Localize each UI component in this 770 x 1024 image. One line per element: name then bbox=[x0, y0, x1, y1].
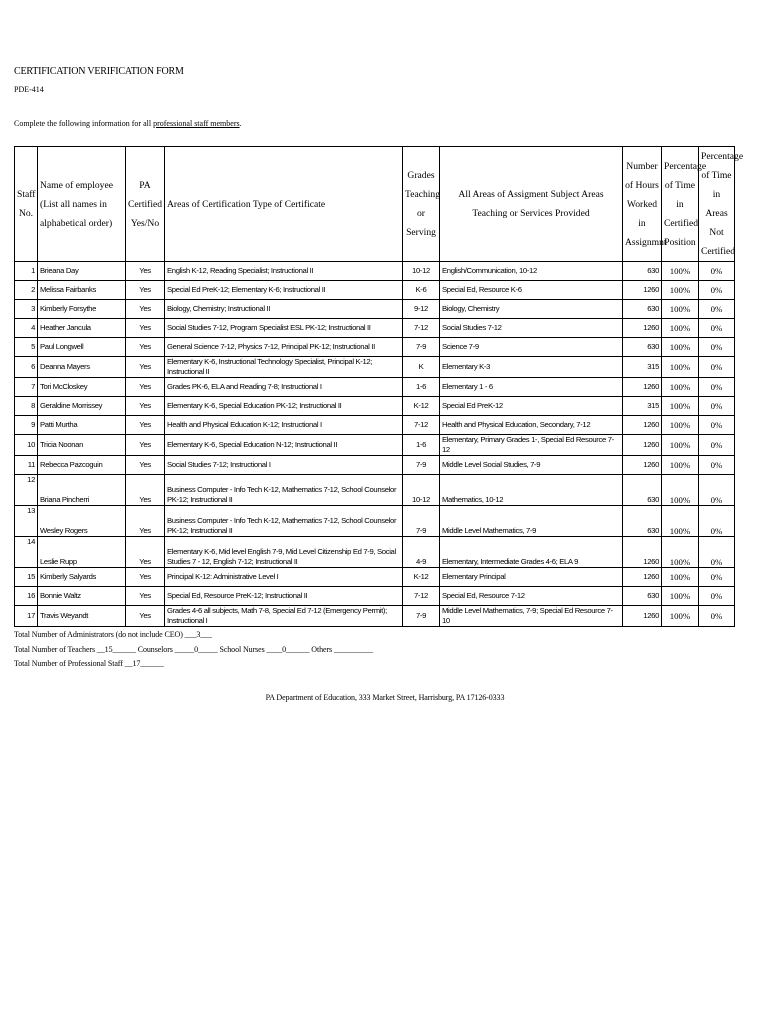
employee-name-cell: Paul Longwell bbox=[38, 338, 126, 357]
pct-not-certified-cell: 0% bbox=[699, 378, 735, 397]
employee-name-cell: Heather Jancula bbox=[38, 319, 126, 338]
certification-areas-cell: Grades 4-6 all subjects, Math 7-8, Special Ed 7-12 (Emergency Permit); Instructional I bbox=[165, 606, 403, 627]
pct-not-certified-cell: 0% bbox=[699, 416, 735, 435]
pa-certified-cell: Yes bbox=[126, 378, 165, 397]
header-subjects: All Areas of Assigment Subject Areas Teaching or Services Provided bbox=[440, 147, 623, 262]
pct-not-certified-cell: 0% bbox=[699, 262, 735, 281]
employee-name-cell: Kimberly Forsythe bbox=[38, 300, 126, 319]
certification-areas-cell: General Science 7-12, Physics 7-12, Principal PK-12; Instructional II bbox=[165, 338, 403, 357]
grades-cell: 9-12 bbox=[403, 300, 440, 319]
certification-areas-cell: Elementary K-6, Mid level English 7-9, Mid Level Citizenship Ed 7-9, Social Studies 7 - 12, English 7-12; Instructional II bbox=[165, 537, 403, 568]
grades-cell: 7-12 bbox=[403, 587, 440, 606]
hours-worked-cell: 1260 bbox=[623, 435, 662, 456]
grades-cell: 7-12 bbox=[403, 319, 440, 338]
table-row bbox=[15, 378, 735, 397]
hours-worked-cell: 1260 bbox=[623, 537, 662, 568]
assignment-subjects-cell: Elementary, Primary Grades 1-, Special Ed Resource 7-12 bbox=[440, 435, 623, 456]
staff-number-cell: 6 bbox=[15, 357, 38, 378]
table-row bbox=[15, 397, 735, 416]
staff-number-cell: 11 bbox=[15, 456, 38, 475]
instruction-underlined: professional staff members bbox=[153, 119, 240, 128]
grades-cell: 7-9 bbox=[403, 606, 440, 627]
pct-certified-cell: 100% bbox=[662, 606, 699, 627]
certification-areas-cell: Biology, Chemistry; Instructional II bbox=[165, 300, 403, 319]
staff-number-cell: 2 bbox=[15, 281, 38, 300]
pa-certified-cell: Yes bbox=[126, 587, 165, 606]
certification-areas-cell: Health and Physical Education K-12; Instructional I bbox=[165, 416, 403, 435]
hours-worked-cell: 630 bbox=[623, 475, 662, 506]
table-row bbox=[15, 416, 735, 435]
certification-areas-cell: Elementary K-6, Instructional Technology Specialist, Principal K-12; Instructional II bbox=[165, 357, 403, 378]
pa-certified-cell: Yes bbox=[126, 606, 165, 627]
table-row bbox=[15, 319, 735, 338]
table-row bbox=[15, 357, 735, 378]
employee-name-cell: Leslie Rupp bbox=[38, 537, 126, 568]
instruction-prefix: Complete the following information for all bbox=[14, 119, 154, 128]
pct-certified-cell: 100% bbox=[662, 456, 699, 475]
assignment-subjects-cell: Biology, Chemistry bbox=[440, 300, 623, 319]
assignment-subjects-cell: Health and Physical Education, Secondary, 7-12 bbox=[440, 416, 623, 435]
header-grades: Grades Teaching or Serving bbox=[403, 147, 440, 262]
table-row bbox=[15, 606, 735, 627]
pct-certified-cell: 100% bbox=[662, 435, 699, 456]
employee-name-cell: Deanna Mayers bbox=[38, 357, 126, 378]
table-row bbox=[15, 456, 735, 475]
pa-certified-cell: Yes bbox=[126, 262, 165, 281]
pa-certified-cell: Yes bbox=[126, 456, 165, 475]
certification-areas-cell: Principal K-12: Administrative Level I bbox=[165, 568, 403, 587]
assignment-subjects-cell: Elementary, Intermediate Grades 4-6; ELA 9 bbox=[440, 537, 623, 568]
grades-cell: 7-9 bbox=[403, 456, 440, 475]
header-pct-certified: Percentage of Time in Certified Position bbox=[662, 147, 699, 262]
certification-areas-cell: Business Computer - Info Tech K-12, Mathematics 7-12, School Counselor PK-12; Instructional II bbox=[165, 506, 403, 537]
pct-not-certified-cell: 0% bbox=[699, 568, 735, 587]
hours-worked-cell: 630 bbox=[623, 262, 662, 281]
pa-certified-cell: Yes bbox=[126, 475, 165, 506]
hours-worked-cell: 630 bbox=[623, 587, 662, 606]
pct-certified-cell: 100% bbox=[662, 416, 699, 435]
staff-number-cell: 17 bbox=[15, 606, 38, 627]
staff-number-cell: 3 bbox=[15, 300, 38, 319]
total-teachers: Total Number of Teachers __15______ Counselors _____0_____ School Nurses ____0______ Others __________ bbox=[14, 644, 373, 654]
grades-cell: K-12 bbox=[403, 568, 440, 587]
table-row bbox=[15, 506, 735, 537]
pct-certified-cell: 100% bbox=[662, 475, 699, 506]
pa-certified-cell: Yes bbox=[126, 416, 165, 435]
assignment-subjects-cell: Middle Level Social Studies, 7-9 bbox=[440, 456, 623, 475]
staff-number-cell: 13 bbox=[15, 506, 38, 537]
pa-certified-cell: Yes bbox=[126, 397, 165, 416]
certification-areas-cell: Social Studies 7-12; Instructional I bbox=[165, 456, 403, 475]
pct-not-certified-cell: 0% bbox=[699, 537, 735, 568]
hours-worked-cell: 1260 bbox=[623, 281, 662, 300]
employee-name-cell: Geraldine Morrissey bbox=[38, 397, 126, 416]
assignment-subjects-cell: Science 7-9 bbox=[440, 338, 623, 357]
total-professional-staff: Total Number of Professional Staff __17______ bbox=[14, 659, 164, 668]
hours-worked-cell: 630 bbox=[623, 506, 662, 537]
hours-worked-cell: 315 bbox=[623, 357, 662, 378]
grades-cell: 4-9 bbox=[403, 537, 440, 568]
table-row bbox=[15, 262, 735, 281]
employee-name-cell: Travis Weyandt bbox=[38, 606, 126, 627]
footer-address: PA Department of Education, 333 Market Street, Harrisburg, PA 17126-0333 bbox=[265, 693, 505, 702]
grades-cell: K-12 bbox=[403, 397, 440, 416]
assignment-subjects-cell: Special Ed PreK-12 bbox=[440, 397, 623, 416]
pa-certified-cell: Yes bbox=[126, 568, 165, 587]
pa-certified-cell: Yes bbox=[126, 506, 165, 537]
pct-certified-cell: 100% bbox=[662, 319, 699, 338]
hours-worked-cell: 1260 bbox=[623, 416, 662, 435]
table-row bbox=[15, 537, 735, 568]
employee-name-cell: Kimberly Salyards bbox=[38, 568, 126, 587]
grades-cell: 10-12 bbox=[403, 262, 440, 281]
header-pct-not-certified: Percentage of Time in Areas Not Certified bbox=[699, 147, 735, 262]
staff-number-cell: 16 bbox=[15, 587, 38, 606]
grades-cell: 7-9 bbox=[403, 506, 440, 537]
hours-worked-cell: 630 bbox=[623, 338, 662, 357]
certification-areas-cell: Elementary K-6, Special Education N-12; Instructional II bbox=[165, 435, 403, 456]
staff-number-cell: 9 bbox=[15, 416, 38, 435]
pct-certified-cell: 100% bbox=[662, 281, 699, 300]
employee-name-cell: Brieana Day bbox=[38, 262, 126, 281]
pct-not-certified-cell: 0% bbox=[699, 587, 735, 606]
table-row bbox=[15, 435, 735, 456]
pct-certified-cell: 100% bbox=[662, 587, 699, 606]
assignment-subjects-cell: Elementary K-3 bbox=[440, 357, 623, 378]
table-header-row bbox=[15, 147, 735, 262]
hours-worked-cell: 1260 bbox=[623, 568, 662, 587]
employee-name-cell: Patti Murtha bbox=[38, 416, 126, 435]
pct-certified-cell: 100% bbox=[662, 378, 699, 397]
pct-not-certified-cell: 0% bbox=[699, 357, 735, 378]
pct-certified-cell: 100% bbox=[662, 262, 699, 281]
pct-certified-cell: 100% bbox=[662, 338, 699, 357]
pa-certified-cell: Yes bbox=[126, 300, 165, 319]
hours-worked-cell: 1260 bbox=[623, 456, 662, 475]
pa-certified-cell: Yes bbox=[126, 357, 165, 378]
staff-number-cell: 15 bbox=[15, 568, 38, 587]
header-areas: Areas of Certification Type of Certificate bbox=[165, 147, 403, 262]
pct-not-certified-cell: 0% bbox=[699, 338, 735, 357]
pct-not-certified-cell: 0% bbox=[699, 435, 735, 456]
assignment-subjects-cell: Middle Level Mathematics, 7-9; Special Ed Resource 7-10 bbox=[440, 606, 623, 627]
employee-name-cell: Tricia Noonan bbox=[38, 435, 126, 456]
certification-areas-cell: Elementary K-6, Special Education PK-12; Instructional II bbox=[165, 397, 403, 416]
pct-not-certified-cell: 0% bbox=[699, 606, 735, 627]
assignment-subjects-cell: Social Studies 7-12 bbox=[440, 319, 623, 338]
employee-name-cell: Rebecca Pazcoguin bbox=[38, 456, 126, 475]
grades-cell: 7-12 bbox=[403, 416, 440, 435]
pa-certified-cell: Yes bbox=[126, 537, 165, 568]
certification-areas-cell: Grades PK-6, ELA and Reading 7-8; Instructional I bbox=[165, 378, 403, 397]
hours-worked-cell: 1260 bbox=[623, 378, 662, 397]
hours-worked-cell: 630 bbox=[623, 300, 662, 319]
total-administrators: Total Number of Administrators (do not include CEO) ___3___ bbox=[14, 630, 212, 639]
pct-not-certified-cell: 0% bbox=[699, 397, 735, 416]
staff-number-cell: 8 bbox=[15, 397, 38, 416]
instruction-suffix: . bbox=[239, 119, 242, 128]
pct-not-certified-cell: 0% bbox=[699, 300, 735, 319]
staff-number-cell: 1 bbox=[15, 262, 38, 281]
pct-not-certified-cell: 0% bbox=[699, 456, 735, 475]
hours-worked-cell: 1260 bbox=[623, 606, 662, 627]
form-title: CERTIFICATION VERIFICATION FORM bbox=[14, 66, 184, 77]
staff-table bbox=[14, 146, 744, 627]
assignment-subjects-cell: Elementary Principal bbox=[440, 568, 623, 587]
header-hours: Number of Hours Worked in Assignmnt bbox=[623, 147, 662, 262]
pct-not-certified-cell: 0% bbox=[699, 506, 735, 537]
certification-areas-cell: Special Ed PreK-12; Elementary K-6; Instructional II bbox=[165, 281, 403, 300]
assignment-subjects-cell: Middle Level Mathematics, 7-9 bbox=[440, 506, 623, 537]
grades-cell: K-6 bbox=[403, 281, 440, 300]
pa-certified-cell: Yes bbox=[126, 281, 165, 300]
certification-areas-cell: Business Computer - Info Tech K-12, Mathematics 7-12, School Counselor PK-12; Instructional II bbox=[165, 475, 403, 506]
assignment-subjects-cell: English/Communication, 10-12 bbox=[440, 262, 623, 281]
grades-cell: 1-6 bbox=[403, 378, 440, 397]
pct-certified-cell: 100% bbox=[662, 300, 699, 319]
pa-certified-cell: Yes bbox=[126, 435, 165, 456]
staff-number-cell: 5 bbox=[15, 338, 38, 357]
totals-section bbox=[14, 628, 373, 672]
grades-cell: 10-12 bbox=[403, 475, 440, 506]
certification-areas-cell: Special Ed, Resource PreK-12; Instructional II bbox=[165, 587, 403, 606]
pct-certified-cell: 100% bbox=[662, 568, 699, 587]
employee-name-cell: Melissa Fairbanks bbox=[38, 281, 126, 300]
hours-worked-cell: 315 bbox=[623, 397, 662, 416]
table-row bbox=[15, 281, 735, 300]
employee-name-cell: Bonnie Waltz bbox=[38, 587, 126, 606]
pct-certified-cell: 100% bbox=[662, 397, 699, 416]
employee-name-cell: Tori McCloskey bbox=[38, 378, 126, 397]
staff-number-cell: 14 bbox=[15, 537, 38, 568]
grades-cell: 7-9 bbox=[403, 338, 440, 357]
certification-areas-cell: Social Studies 7-12, Program Specialist ESL PK-12; Instructional II bbox=[165, 319, 403, 338]
pct-certified-cell: 100% bbox=[662, 537, 699, 568]
table-row bbox=[15, 338, 735, 357]
pct-not-certified-cell: 0% bbox=[699, 319, 735, 338]
assignment-subjects-cell: Elementary 1 - 6 bbox=[440, 378, 623, 397]
form-code: PDE-414 bbox=[14, 85, 44, 94]
table-row bbox=[15, 475, 735, 506]
staff-number-cell: 12 bbox=[15, 475, 38, 506]
table-row bbox=[15, 587, 735, 606]
pct-certified-cell: 100% bbox=[662, 506, 699, 537]
header-staff-no: Staff No. bbox=[15, 147, 38, 262]
staff-number-cell: 10 bbox=[15, 435, 38, 456]
pa-certified-cell: Yes bbox=[126, 319, 165, 338]
hours-worked-cell: 1260 bbox=[623, 319, 662, 338]
pa-certified-cell: Yes bbox=[126, 338, 165, 357]
pct-not-certified-cell: 0% bbox=[699, 475, 735, 506]
certification-areas-cell: English K-12, Reading Specialist; Instructional II bbox=[165, 262, 403, 281]
employee-name-cell: Briana Pincherri bbox=[38, 475, 126, 506]
assignment-subjects-cell: Mathematics, 10-12 bbox=[440, 475, 623, 506]
grades-cell: K bbox=[403, 357, 440, 378]
pct-certified-cell: 100% bbox=[662, 357, 699, 378]
pct-not-certified-cell: 0% bbox=[699, 281, 735, 300]
table-row bbox=[15, 300, 735, 319]
instruction-text bbox=[14, 119, 242, 128]
assignment-subjects-cell: Special Ed, Resource 7-12 bbox=[440, 587, 623, 606]
header-pa-certified: PA Certified Yes/No bbox=[126, 147, 165, 262]
grades-cell: 1-6 bbox=[403, 435, 440, 456]
table-row bbox=[15, 568, 735, 587]
header-name: Name of employee (List all names in alphabetical order) bbox=[38, 147, 126, 262]
staff-number-cell: 7 bbox=[15, 378, 38, 397]
staff-number-cell: 4 bbox=[15, 319, 38, 338]
assignment-subjects-cell: Special Ed, Resource K-6 bbox=[440, 281, 623, 300]
employee-name-cell: Wesley Rogers bbox=[38, 506, 126, 537]
